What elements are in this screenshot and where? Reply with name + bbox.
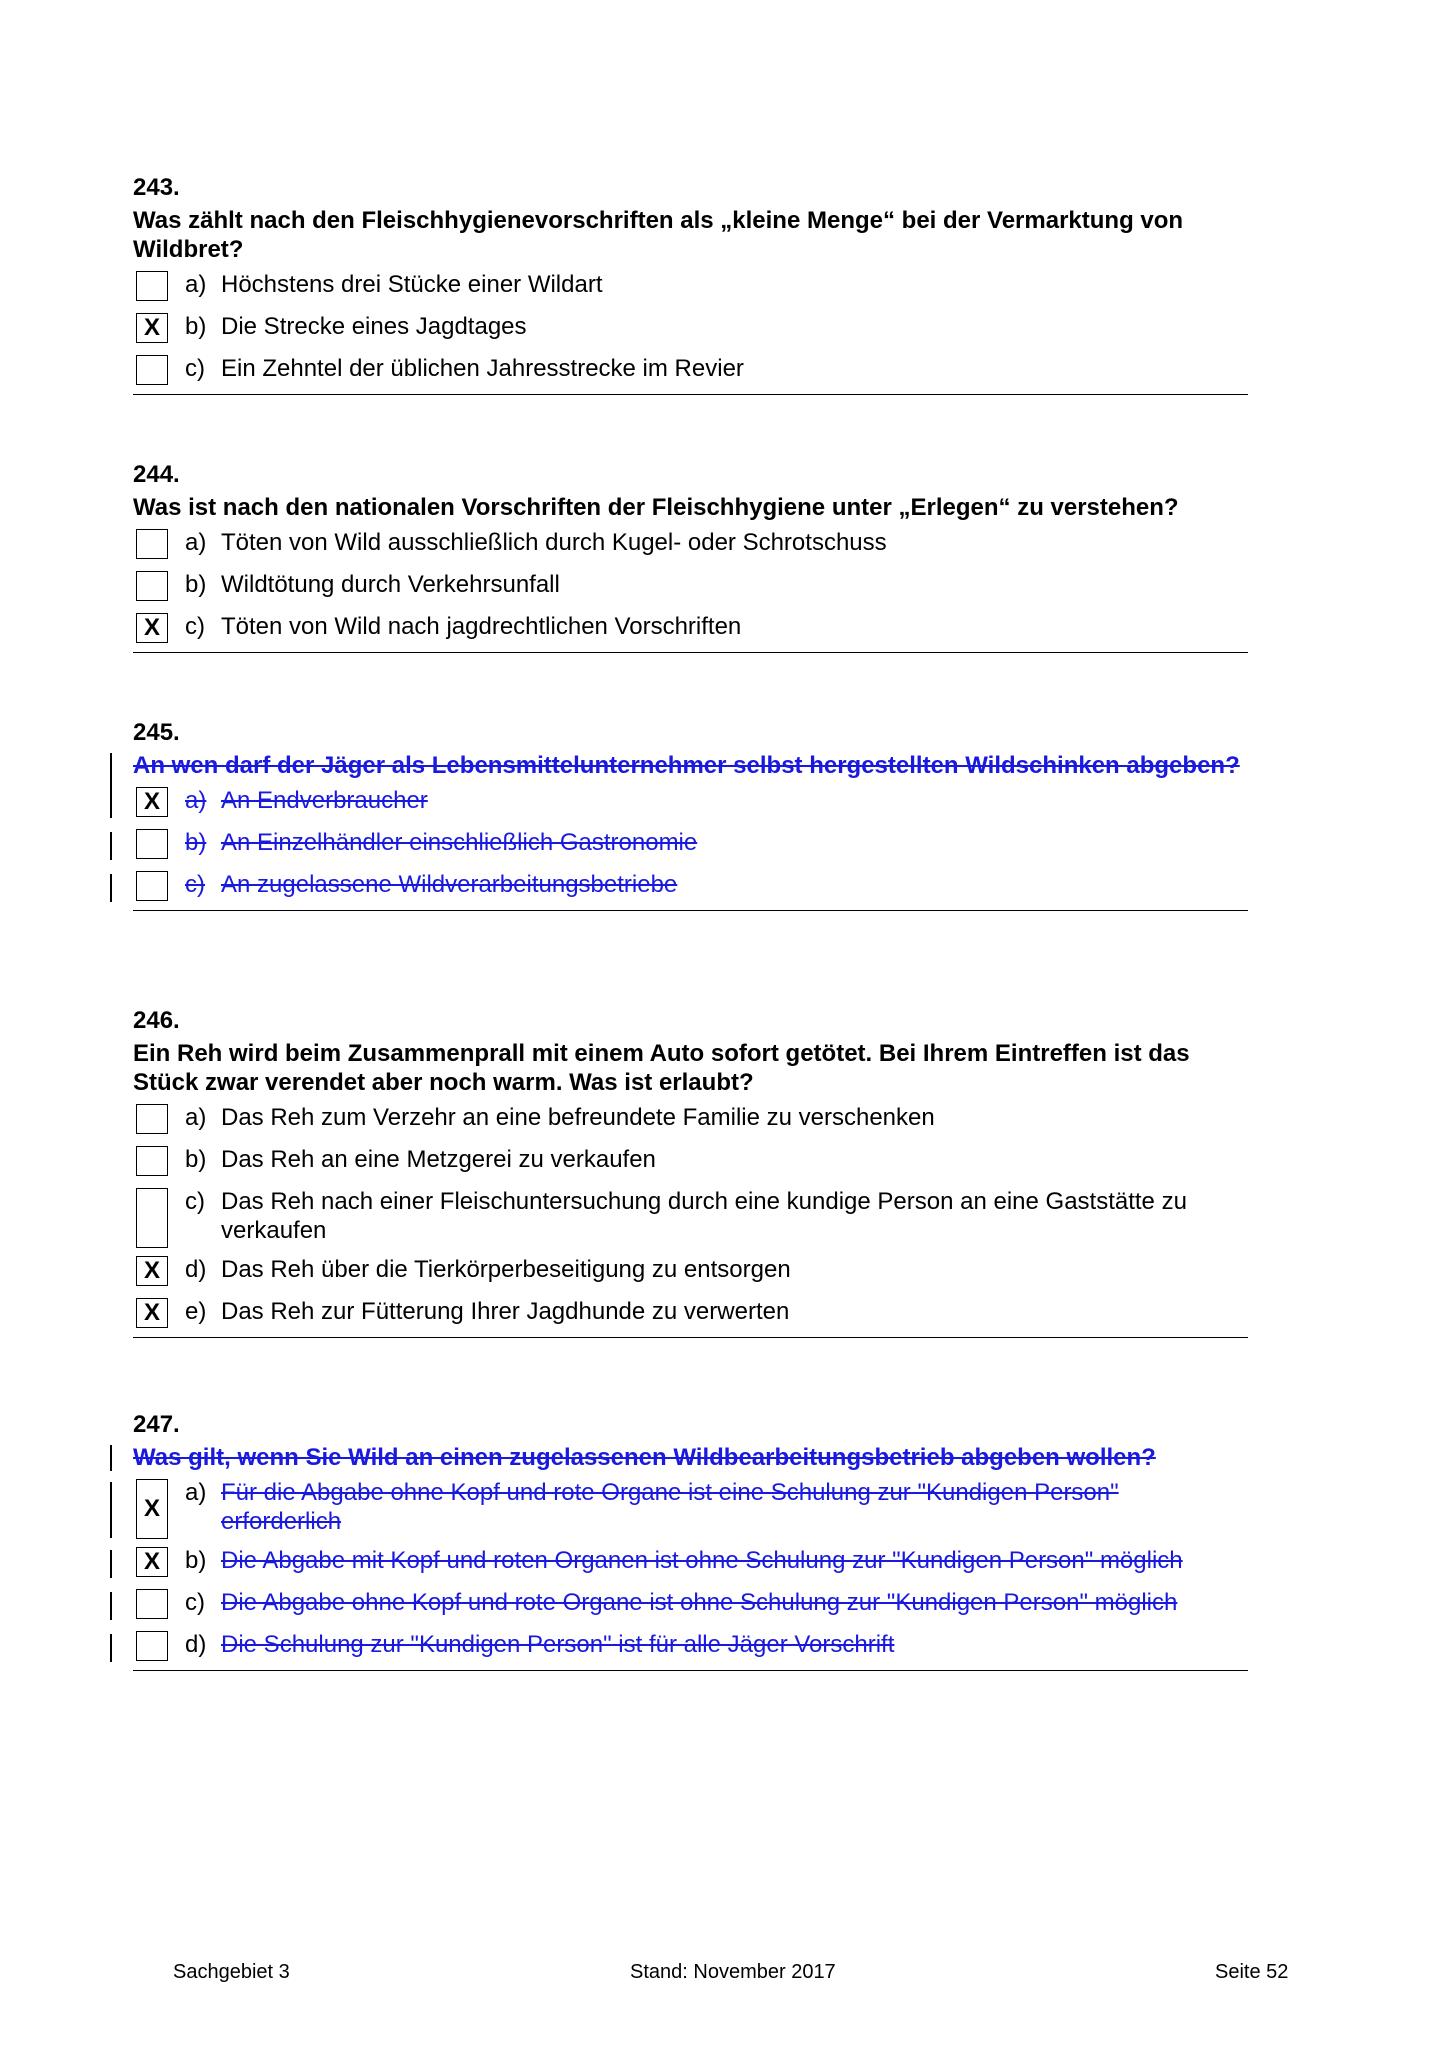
option-text: Töten von Wild nach jagdrechtlichen Vorschriften	[221, 613, 742, 640]
answer-option	[133, 1544, 1248, 1586]
answer-checkbox[interactable]	[136, 271, 168, 301]
answer-checkbox[interactable]: X	[136, 1298, 168, 1328]
question-number: 244.	[133, 461, 180, 488]
question-text: Was gilt, wenn Sie Wild an einen zugelassenen Wildbearbeitungsbetrieb abgeben wollen?	[133, 1444, 1156, 1471]
option-letter: a)	[185, 1104, 207, 1131]
answer-checkbox[interactable]	[136, 1631, 168, 1661]
change-bar	[110, 1482, 112, 1538]
answer-option	[133, 610, 1248, 652]
option-letter: b)	[185, 313, 207, 340]
option-letter: b)	[185, 1547, 207, 1574]
option-text: An Endverbraucher	[221, 787, 428, 814]
answer-checkbox[interactable]: X	[136, 787, 168, 817]
option-letter: c)	[185, 355, 205, 382]
answer-option	[133, 826, 1248, 868]
answer-checkbox[interactable]: X	[136, 613, 168, 643]
answer-option	[133, 868, 1248, 910]
question-divider	[133, 652, 1248, 653]
option-letter: e)	[185, 1298, 207, 1325]
question-text: Was ist nach den nationalen Vorschriften der Fleischhygiene unter „Erlegen“ zu verstehen?	[133, 494, 1179, 521]
option-letter: a)	[185, 271, 207, 298]
answer-option	[133, 1586, 1248, 1628]
answer-option	[133, 1185, 1248, 1253]
option-letter: a)	[185, 529, 207, 556]
answer-checkbox[interactable]	[136, 871, 168, 901]
answer-checkbox[interactable]	[136, 529, 168, 559]
answer-option	[133, 526, 1248, 568]
question-245	[133, 718, 1248, 911]
question-number: 246.	[133, 1007, 180, 1034]
option-letter: c)	[185, 1188, 205, 1215]
question-divider	[133, 1670, 1248, 1671]
question-number: 243.	[133, 174, 180, 201]
question-text: An wen darf der Jäger als Lebensmittelunternehmer selbst hergestellten Wildschinken abgeben?	[133, 752, 1240, 779]
option-text: Das Reh über die Tierkörperbeseitigung zu entsorgen	[221, 1256, 791, 1283]
option-text: An Einzelhändler einschließlich Gastronomie	[221, 829, 698, 856]
question-number: 247.	[133, 1411, 180, 1438]
change-bar	[110, 1592, 112, 1620]
option-text: Das Reh zur Fütterung Ihrer Jagdhunde zu verwerten	[221, 1298, 790, 1325]
option-letter: b)	[185, 829, 207, 856]
change-bar	[110, 874, 112, 902]
question-246	[133, 1006, 1248, 1338]
option-text: An zugelassene Wildverarbeitungsbetriebe	[221, 871, 678, 898]
answer-checkbox[interactable]	[136, 355, 168, 385]
option-letter: b)	[185, 1146, 207, 1173]
question-247	[133, 1410, 1248, 1671]
option-text: Die Abgabe ohne Kopf und rote Organe ist ohne Schulung zur "Kundigen Person" möglich	[221, 1589, 1178, 1616]
option-text: Das Reh zum Verzehr an eine befreundete Familie zu verschenken	[221, 1104, 935, 1131]
question-244	[133, 460, 1248, 653]
answer-checkbox[interactable]	[136, 829, 168, 859]
answer-option	[133, 568, 1248, 610]
answer-option	[133, 310, 1248, 352]
answer-option	[133, 352, 1248, 394]
question-divider	[133, 910, 1248, 911]
question-text-struck	[133, 1443, 1248, 1472]
answer-checkbox[interactable]: X	[136, 313, 168, 343]
question-divider	[133, 1337, 1248, 1338]
footer-center: Stand: November 2017	[630, 1961, 836, 1983]
answer-checkbox[interactable]: X	[136, 1547, 168, 1577]
option-text: Höchstens drei Stücke einer Wildart	[221, 271, 603, 298]
option-letter: c)	[185, 613, 205, 640]
footer-left: Sachgebiet 3	[173, 1961, 290, 1983]
option-text: Das Reh nach einer Fleischuntersuchung durch eine kundige Person an eine Gaststätte zu verkaufen	[221, 1188, 1187, 1244]
question-text-struck	[133, 751, 1248, 780]
answer-checkbox[interactable]	[136, 1146, 168, 1176]
option-text: Die Abgabe mit Kopf und roten Organen ist ohne Schulung zur "Kundigen Person" möglich	[221, 1547, 1183, 1574]
question-divider	[133, 394, 1248, 395]
option-letter: b)	[185, 571, 207, 598]
question-text: Was zählt nach den Fleischhygienevorschriften als „kleine Menge“ bei der Vermarktung von Wildbret?	[133, 207, 1184, 263]
answer-checkbox[interactable]	[136, 571, 168, 601]
question-243	[133, 173, 1248, 395]
option-text: Für die Abgabe ohne Kopf und rote Organe ist eine Schulung zur "Kundigen Person" erforderlich	[221, 1479, 1119, 1535]
answer-option	[133, 1143, 1248, 1185]
option-text: Die Schulung zur "Kundigen Person" ist für alle Jäger Vorschrift	[221, 1631, 895, 1658]
answer-option	[133, 1253, 1248, 1295]
option-letter: d)	[185, 1631, 207, 1658]
answer-checkbox[interactable]	[136, 1188, 168, 1248]
answer-option	[133, 1101, 1248, 1143]
answer-checkbox[interactable]: X	[136, 1256, 168, 1286]
option-text: Töten von Wild ausschließlich durch Kugel- oder Schrotschuss	[221, 529, 887, 556]
answer-checkbox[interactable]: X	[136, 1479, 168, 1539]
option-letter: a)	[185, 1479, 207, 1506]
question-number: 245.	[133, 719, 180, 746]
answer-option	[133, 1476, 1248, 1544]
option-letter: d)	[185, 1256, 207, 1283]
answer-option	[133, 268, 1248, 310]
option-text: Ein Zehntel der üblichen Jahresstrecke im Revier	[221, 355, 744, 382]
answer-option	[133, 1628, 1248, 1670]
option-letter: c)	[185, 1589, 205, 1616]
answer-option	[133, 784, 1248, 826]
option-letter: c)	[185, 871, 205, 898]
option-text: Wildtötung durch Verkehrsunfall	[221, 571, 560, 598]
answer-checkbox[interactable]	[136, 1589, 168, 1619]
change-bar	[110, 790, 112, 818]
option-text: Das Reh an eine Metzgerei zu verkaufen	[221, 1146, 656, 1173]
option-letter: a)	[185, 787, 207, 814]
change-bar	[110, 1634, 112, 1662]
change-bar	[110, 1445, 112, 1471]
option-text: Die Strecke eines Jagdtages	[221, 313, 527, 340]
change-bar	[110, 1550, 112, 1578]
answer-option	[133, 1295, 1248, 1337]
footer-right: Seite 52	[1215, 1961, 1289, 1983]
answer-checkbox[interactable]	[136, 1104, 168, 1134]
change-bar	[110, 832, 112, 860]
question-text: Ein Reh wird beim Zusammenprall mit einem Auto sofort getötet. Bei Ihrem Eintreffen ist das Stück zwar verendet aber noch warm. Was ist erlaubt?	[133, 1040, 1190, 1096]
